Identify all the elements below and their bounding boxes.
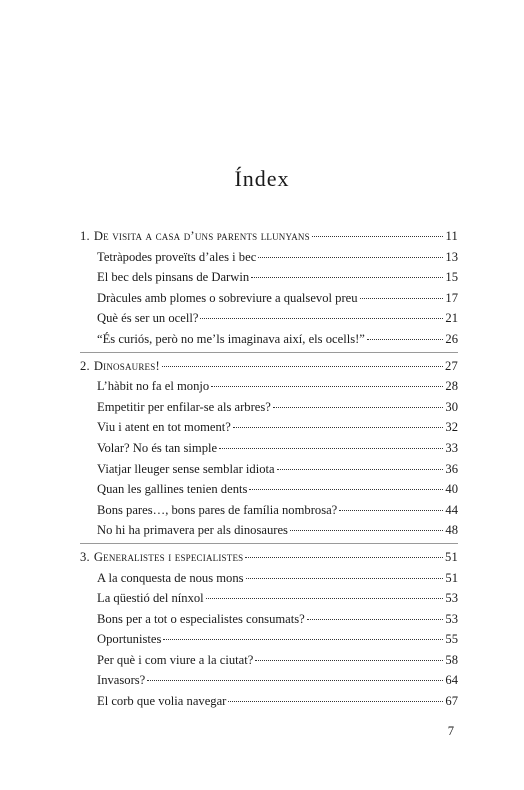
page-number: 30 xyxy=(445,399,458,414)
dot-leader xyxy=(255,660,443,661)
entry-title: Oportunistes xyxy=(97,632,162,647)
entry-title: Tetràpodes proveïts d’ales i bec xyxy=(97,249,257,264)
chapter-title: Generalistes i especialistes xyxy=(93,549,244,564)
dot-leader xyxy=(200,318,443,319)
page-number: 55 xyxy=(445,632,458,647)
page-number: 40 xyxy=(445,482,458,497)
dot-leader xyxy=(360,298,444,299)
page-number: 53 xyxy=(445,611,458,626)
entry-title: Per què i com viure a la ciutat? xyxy=(97,652,254,667)
toc-entry[interactable] xyxy=(80,568,458,589)
dot-leader xyxy=(307,619,444,620)
toc-entry[interactable] xyxy=(80,500,458,521)
chapter-heading[interactable] xyxy=(80,547,458,568)
entry-title: Volar? No és tan simple xyxy=(97,440,218,455)
dot-leader xyxy=(277,469,444,470)
chapter-number: 2. xyxy=(80,358,90,373)
toc-entry[interactable] xyxy=(80,609,458,630)
entry-title: “És curiós, però no me’ls imaginava així, els ocells!” xyxy=(97,331,365,346)
dot-leader xyxy=(290,530,443,531)
dot-leader xyxy=(367,339,444,340)
toc-entry[interactable] xyxy=(80,479,458,500)
toc-entry[interactable] xyxy=(80,247,458,268)
entry-title: Quan les gallines tenien dents xyxy=(97,482,248,497)
section-divider xyxy=(80,543,458,544)
page-number: 64 xyxy=(445,673,458,688)
dot-leader xyxy=(258,257,443,258)
dot-leader xyxy=(245,557,443,558)
dot-leader xyxy=(251,277,443,278)
toc-entry[interactable] xyxy=(80,691,458,712)
page-number: 13 xyxy=(445,249,458,264)
entry-title: Bons per a tot o especialistes consumats? xyxy=(97,611,305,626)
dot-leader xyxy=(211,386,443,387)
entry-title: L’hàbit no fa el monjo xyxy=(97,379,210,394)
toc-entry[interactable] xyxy=(80,438,458,459)
page-title: Índex xyxy=(234,166,290,191)
toc-entry[interactable] xyxy=(80,329,458,350)
entry-title: Empetitir per enfilar-se als arbres? xyxy=(97,399,271,414)
chapter-heading[interactable] xyxy=(80,226,458,247)
toc-entry[interactable] xyxy=(80,459,458,480)
dot-leader xyxy=(219,448,443,449)
entry-title: A la conquesta de nous mons xyxy=(97,570,244,585)
entry-title: La qüestió del nínxol xyxy=(97,591,204,606)
dot-leader xyxy=(228,701,443,702)
chapter-title: Dinosaures! xyxy=(93,358,160,373)
toc-entry[interactable] xyxy=(80,650,458,671)
chapter-number: 3. xyxy=(80,549,90,564)
toc-entry[interactable] xyxy=(80,629,458,650)
folio-page-number: 7 xyxy=(447,724,454,738)
dot-leader xyxy=(249,489,443,490)
page-number: 58 xyxy=(445,652,458,667)
toc-entry[interactable] xyxy=(80,267,458,288)
toc-entry[interactable] xyxy=(80,520,458,541)
page-number: 27 xyxy=(445,358,458,373)
chapter-title: De visita a casa d’uns parents llunyans xyxy=(93,229,310,243)
entry-title: Viu i atent en tot moment? xyxy=(97,420,231,435)
toc-entry[interactable] xyxy=(80,288,458,309)
entry-title: Bons pares…, bons pares de família nombrosa? xyxy=(97,502,338,517)
toc-entry[interactable] xyxy=(80,308,458,329)
page-number: 21 xyxy=(445,311,458,326)
page-number: 44 xyxy=(445,502,458,517)
page-number: 33 xyxy=(445,440,458,455)
page-number: 11 xyxy=(445,229,458,243)
page-number: 32 xyxy=(445,420,458,435)
page-number: 51 xyxy=(445,570,458,585)
chapter-number: 1. xyxy=(80,229,90,243)
entry-title: El bec dels pinsans de Darwin xyxy=(97,270,250,285)
dot-leader xyxy=(246,578,444,579)
toc-entry[interactable] xyxy=(80,588,458,609)
entry-title: Dràcules amb plomes o sobreviure a qualsevol preu xyxy=(97,290,358,305)
entry-title: No hi ha primavera per als dinosaures xyxy=(97,523,288,538)
dot-leader xyxy=(273,407,444,408)
section-divider xyxy=(80,352,458,353)
dot-leader xyxy=(163,639,443,640)
page-number: 28 xyxy=(445,379,458,394)
entry-title: Què és ser un ocell? xyxy=(97,311,199,326)
dot-leader xyxy=(162,366,443,367)
page-number: 15 xyxy=(445,270,458,285)
dot-leader xyxy=(312,236,444,237)
page-number: 36 xyxy=(445,461,458,476)
page-number: 67 xyxy=(445,694,458,709)
dot-leader xyxy=(339,510,443,511)
toc-entry[interactable] xyxy=(80,417,458,438)
toc-entry[interactable] xyxy=(80,670,458,691)
page-number: 51 xyxy=(445,549,458,564)
dot-leader xyxy=(206,598,444,599)
toc-entry[interactable] xyxy=(80,397,458,418)
entry-title: Viatjar lleuger sense semblar idiota xyxy=(97,461,275,476)
page-number: 48 xyxy=(445,523,458,538)
toc-entry[interactable] xyxy=(80,376,458,397)
dot-leader xyxy=(147,680,443,681)
page-number: 26 xyxy=(445,331,458,346)
page-number: 53 xyxy=(445,591,458,606)
dot-leader xyxy=(233,427,444,428)
table-of-contents xyxy=(80,226,458,712)
entry-title: El corb que volia navegar xyxy=(97,694,227,709)
chapter-heading[interactable] xyxy=(80,356,458,377)
entry-title: Invasors? xyxy=(97,673,146,688)
page-number: 17 xyxy=(445,290,458,305)
